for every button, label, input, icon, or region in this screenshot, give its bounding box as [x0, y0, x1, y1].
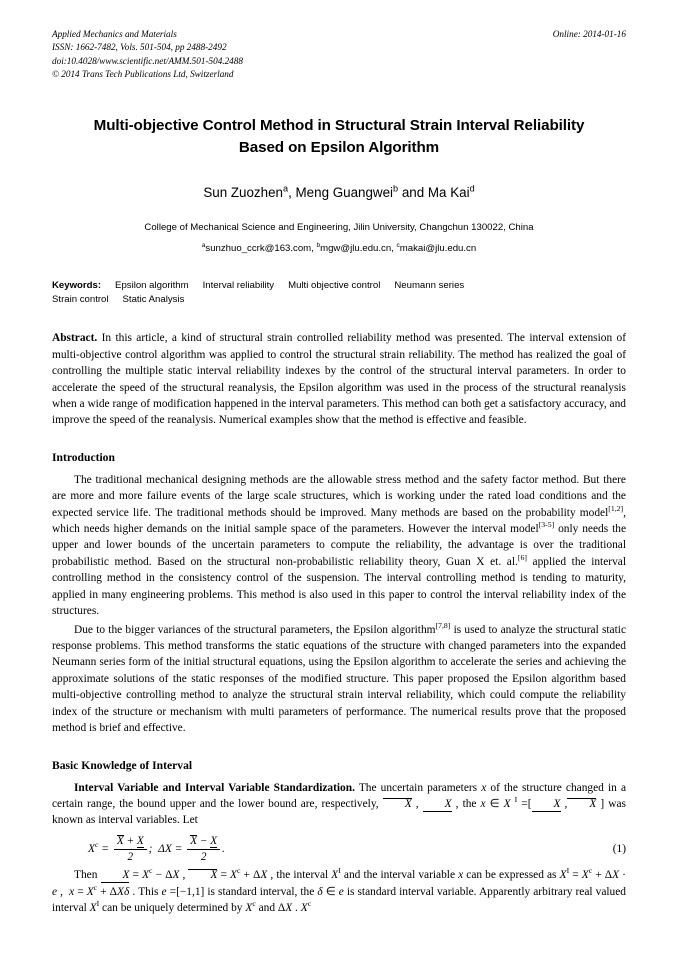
citation-ref: [3-5] [538, 520, 555, 530]
author-1-name: Sun Zuozhen [203, 184, 283, 200]
intro-paragraph-1: The traditional mechanical designing methods are the allowable stress method and the safety factor method. But there are more and more failure events of the large scale structures, which is working under the rated load conditions and the expected service life. The traditional methods should be improved. Many methods are based on the probability model[1,2], which needs higher demands on the initial sample space of the parameters. However the interval model[3-5] only needs the upper and lower bounds of the uncertain parameters to compute the reliability, the advantage is over the traditional probabilistic method. Based on the structural non-probabilistic reliability theory, Guan X et. al.[6] applied the interval controlling method in the consistency control of the suspension. The interval controlling method is tending to maturity, applied in many engineering problems. This method is also used in this paper to control the interval reliability index of the structures. [52, 473, 626, 618]
keyword-item: Epsilon algorithm [115, 279, 189, 291]
author-2-affil-marker: b [393, 183, 399, 194]
equation-1-number: (1) [612, 842, 626, 855]
email-2-marker: b [316, 241, 321, 249]
keyword-item: Static Analysis [122, 294, 185, 306]
keywords-block [52, 279, 626, 309]
email-2: mgw@jlu.edu.cn, [320, 242, 397, 254]
author-separator-1: , [288, 184, 296, 200]
journal-name: Applied Mechanics and Materials [52, 29, 177, 39]
keyword-item: Strain control [52, 294, 109, 306]
runin-heading: Interval Variable and Interval Variable Standardization. [74, 781, 355, 794]
affiliation: College of Mechanical Science and Engineering, Jilin University, Changchun 130022, China [144, 221, 534, 233]
keyword-item: Multi objective control [288, 279, 381, 291]
keyword-item: Interval reliability [202, 279, 275, 291]
abstract-text: In this article, a kind of structural strain controlled reliability method was presented. The interval extension of multi-objective control algorithm was applied to control the structural strain reliability. The method has realized the goal of controlling the multiple static interval reliability indexes by the control of the structural interval parameters. In order to accelerate the speed of the structural reanalysis, the Epsilon algorithm was used in the process of the structural reanalysis when a wide range of modification happened in the interval parameters. This method can both get a satisfactory accuracy, and improve the speed of the reanalysis. Numerical examples show that the method is effective and feasible. [52, 332, 626, 427]
doi-line: doi:10.4028/www.scientific.net/AMM.501-504.2488 [52, 55, 243, 66]
title-line-1: Multi-objective Control Method in Structural Strain Interval Reliability [93, 117, 585, 135]
author-list [52, 185, 626, 200]
email-1: sunzhuo_ccrk@163.com, [205, 242, 317, 254]
page-header [52, 28, 626, 81]
author-2-name: Meng Guangwei [295, 184, 394, 200]
citation-ref: [1,2] [608, 503, 624, 513]
page-title [52, 115, 626, 158]
keywords-label: Keywords: [52, 279, 102, 291]
citation-ref: [6] [517, 553, 527, 563]
online-date: Online: 2014-01-16 [552, 29, 626, 39]
section-heading-basic-knowledge: Basic Knowledge of Interval [52, 758, 193, 772]
section-heading-introduction: Introduction [52, 450, 115, 464]
citation-ref: [7,8] [435, 620, 451, 630]
copyright-line: © 2014 Trans Tech Publications Ltd, Switzerland [52, 69, 234, 80]
email-1-marker: a [201, 241, 206, 249]
author-3-affil-marker: d [469, 183, 475, 194]
title-line-2: Based on Epsilon Algorithm [238, 138, 440, 156]
author-1-affil-marker: a [282, 183, 289, 194]
equation-1-body: $X^c$ = $\frac{X + X}{2}$ ; ΔX = $\frac{X - X}{2}$ . [88, 834, 225, 864]
author-emails [52, 243, 626, 254]
equation-1 [52, 835, 626, 863]
email-3: makai@jlu.edu.cn [399, 242, 477, 254]
keyword-item: Neumann series [394, 279, 465, 291]
header-left [52, 28, 243, 81]
author-3-name: Ma Kai [427, 184, 470, 200]
abstract-block [52, 330, 626, 429]
interval-variable-paragraph: Interval Variable and Interval Variable Standardization. The uncertain parameters x of the structure changed in a certain range, the bound upper and the lower bound are, respectively, X , X , the x ∈ X $^I$ =[ X , X ] was known as interval variables. Let [52, 781, 626, 827]
issn-line: ISSN: 1662-7482, Vols. 501-504, pp 2488-2492 [52, 42, 227, 53]
abstract-label: Abstract. [52, 332, 98, 345]
intro-paragraph-2: Due to the bigger variances of the structural parameters, the Epsilon algorithm[7,8] is used to analyze the structural static response problems. This method transforms the static equations of the structure with changed parameters into the expanded Neumann series form of the initial structural equations, using the Epsilon algorithm to accelerate the series and achieving the approximate solutions of the static responses of the modified structure. This paper proposed the Epsilon algorithm based multi-objective controlling method to analyze the structural strain interval reliability, which could compute the reliability index of the structure or mechanism with multi parameters of performance. The numerical results prove that the proposed method is brief and effective. [52, 620, 626, 735]
interval-variable-closing: Then $X = X^c - \Delta X$ , $X = X^c + \Delta X$ , the interval $X^I$ and the interval variable x can be expressed as $X^I = X^c + \Delta X \cdot e$ , $x = X^c + \Delta X\delta$ . This e =[−1,1] is standard interval, the δ ∈ e is standard interval variable. Apparently arbitrary real valued interval $X^I$ can be uniquely determined by $X^c$ and ΔX . $X^c$ [52, 866, 627, 914]
header-right [553, 28, 626, 41]
author-separator-2: and [398, 184, 428, 200]
email-3-marker: c [396, 241, 400, 249]
